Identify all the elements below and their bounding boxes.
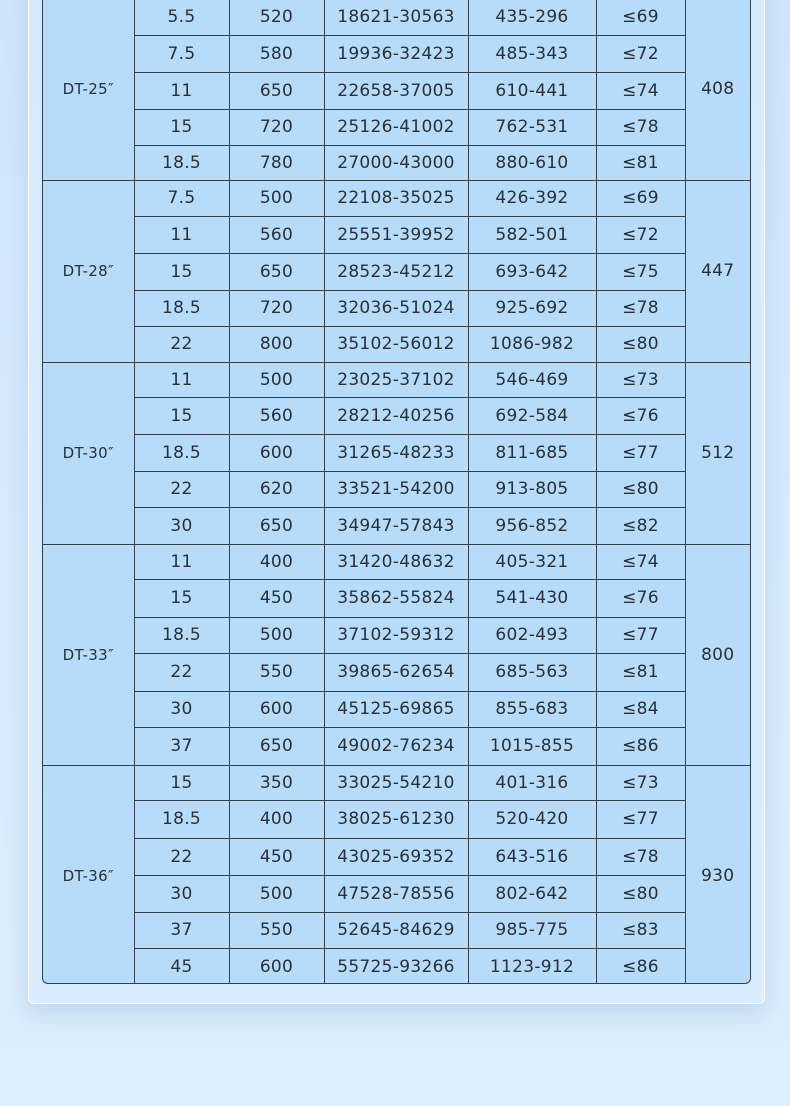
table-row (43, 617, 750, 653)
airflow-cell: 34947-57843 (324, 507, 468, 544)
speed-cell: 650 (229, 507, 324, 544)
speed-cell: 520 (229, 0, 324, 35)
airflow-cell: 25551-39952 (324, 216, 468, 253)
speed-cell: 650 (229, 253, 324, 290)
speed-cell: 600 (229, 434, 324, 471)
pressure-cell: 692-584 (468, 397, 596, 434)
power-cell: 22 (134, 653, 229, 691)
airflow-cell: 35862-55824 (324, 579, 468, 617)
pressure-cell: 541-430 (468, 579, 596, 617)
pressure-cell: 685-563 (468, 653, 596, 691)
pressure-cell: 610-441 (468, 72, 596, 109)
model-cell: DT-30″ (43, 362, 134, 544)
table-row (43, 471, 750, 507)
speed-cell: 550 (229, 912, 324, 948)
pressure-cell: 546-469 (468, 362, 596, 397)
table-row (43, 72, 750, 109)
pressure-cell: 693-642 (468, 253, 596, 290)
power-cell: 7.5 (134, 180, 229, 216)
spec-table-container (42, 0, 751, 984)
table-row (43, 216, 750, 253)
airflow-cell: 39865-62654 (324, 653, 468, 691)
power-cell: 22 (134, 326, 229, 362)
speed-cell: 550 (229, 653, 324, 691)
noise-cell: ≤86 (596, 727, 685, 765)
speed-cell: 560 (229, 216, 324, 253)
weight-cell: 447 (685, 180, 750, 362)
power-cell: 30 (134, 875, 229, 912)
noise-cell: ≤74 (596, 544, 685, 579)
table-row (43, 838, 750, 875)
model-cell: DT-25″ (43, 0, 134, 180)
speed-cell: 720 (229, 290, 324, 326)
table-row (43, 691, 750, 727)
table-row (43, 727, 750, 765)
pressure-cell: 802-642 (468, 875, 596, 912)
noise-cell: ≤78 (596, 109, 685, 145)
table-row (43, 507, 750, 544)
pressure-cell: 602-493 (468, 617, 596, 653)
speed-cell: 560 (229, 397, 324, 434)
airflow-cell: 27000-43000 (324, 145, 468, 180)
power-cell: 15 (134, 765, 229, 800)
speed-cell: 500 (229, 875, 324, 912)
noise-cell: ≤82 (596, 507, 685, 544)
pressure-cell: 1086-982 (468, 326, 596, 362)
pressure-cell: 925-692 (468, 290, 596, 326)
table-row (43, 145, 750, 180)
speed-cell: 650 (229, 72, 324, 109)
pressure-cell: 485-343 (468, 35, 596, 72)
speed-cell: 650 (229, 727, 324, 765)
speed-cell: 400 (229, 800, 324, 838)
speed-cell: 780 (229, 145, 324, 180)
pressure-cell: 435-296 (468, 0, 596, 35)
noise-cell: ≤81 (596, 653, 685, 691)
power-cell: 11 (134, 72, 229, 109)
speed-cell: 500 (229, 180, 324, 216)
airflow-cell: 47528-78556 (324, 875, 468, 912)
airflow-cell: 31265-48233 (324, 434, 468, 471)
pressure-cell: 643-516 (468, 838, 596, 875)
power-cell: 18.5 (134, 145, 229, 180)
power-cell: 18.5 (134, 800, 229, 838)
airflow-cell: 52645-84629 (324, 912, 468, 948)
airflow-cell: 45125-69865 (324, 691, 468, 727)
speed-cell: 620 (229, 471, 324, 507)
pressure-cell: 426-392 (468, 180, 596, 216)
airflow-cell: 19936-32423 (324, 35, 468, 72)
noise-cell: ≤77 (596, 800, 685, 838)
noise-cell: ≤81 (596, 145, 685, 180)
table-row (43, 362, 750, 397)
airflow-cell: 38025-61230 (324, 800, 468, 838)
power-cell: 15 (134, 253, 229, 290)
table-row (43, 948, 750, 984)
pressure-cell: 762-531 (468, 109, 596, 145)
noise-cell: ≤69 (596, 0, 685, 35)
fan-spec-table (43, 0, 750, 984)
noise-cell: ≤76 (596, 397, 685, 434)
speed-cell: 720 (229, 109, 324, 145)
noise-cell: ≤80 (596, 471, 685, 507)
model-cell: DT-36″ (43, 765, 134, 984)
airflow-cell: 22658-37005 (324, 72, 468, 109)
pressure-cell: 913-805 (468, 471, 596, 507)
power-cell: 30 (134, 691, 229, 727)
speed-cell: 400 (229, 544, 324, 579)
airflow-cell: 33521-54200 (324, 471, 468, 507)
airflow-cell: 35102-56012 (324, 326, 468, 362)
airflow-cell: 31420-48632 (324, 544, 468, 579)
pressure-cell: 1123-912 (468, 948, 596, 984)
airflow-cell: 32036-51024 (324, 290, 468, 326)
speed-cell: 600 (229, 691, 324, 727)
speed-cell: 350 (229, 765, 324, 800)
power-cell: 37 (134, 727, 229, 765)
speed-cell: 500 (229, 362, 324, 397)
table-row (43, 290, 750, 326)
noise-cell: ≤80 (596, 875, 685, 912)
noise-cell: ≤80 (596, 326, 685, 362)
weight-cell: 408 (685, 0, 750, 180)
power-cell: 18.5 (134, 617, 229, 653)
airflow-cell: 23025-37102 (324, 362, 468, 397)
table-row (43, 800, 750, 838)
pressure-cell: 405-321 (468, 544, 596, 579)
power-cell: 11 (134, 544, 229, 579)
power-cell: 15 (134, 397, 229, 434)
table-row (43, 35, 750, 72)
power-cell: 22 (134, 838, 229, 875)
airflow-cell: 33025-54210 (324, 765, 468, 800)
table-row (43, 653, 750, 691)
power-cell: 11 (134, 362, 229, 397)
speed-cell: 600 (229, 948, 324, 984)
power-cell: 18.5 (134, 290, 229, 326)
power-cell: 18.5 (134, 434, 229, 471)
pressure-cell: 811-685 (468, 434, 596, 471)
noise-cell: ≤78 (596, 290, 685, 326)
table-row (43, 912, 750, 948)
airflow-cell: 22108-35025 (324, 180, 468, 216)
table-row (43, 579, 750, 617)
table-row (43, 0, 750, 35)
noise-cell: ≤77 (596, 434, 685, 471)
speed-cell: 450 (229, 579, 324, 617)
power-cell: 30 (134, 507, 229, 544)
model-cell: DT-33″ (43, 544, 134, 765)
airflow-cell: 49002-76234 (324, 727, 468, 765)
noise-cell: ≤73 (596, 362, 685, 397)
pressure-cell: 1015-855 (468, 727, 596, 765)
power-cell: 15 (134, 579, 229, 617)
noise-cell: ≤69 (596, 180, 685, 216)
power-cell: 22 (134, 471, 229, 507)
noise-cell: ≤86 (596, 948, 685, 984)
weight-cell: 930 (685, 765, 750, 984)
noise-cell: ≤78 (596, 838, 685, 875)
table-row (43, 434, 750, 471)
table-row (43, 765, 750, 800)
noise-cell: ≤84 (596, 691, 685, 727)
speed-cell: 800 (229, 326, 324, 362)
table-row (43, 180, 750, 216)
pressure-cell: 880-610 (468, 145, 596, 180)
airflow-cell: 43025-69352 (324, 838, 468, 875)
weight-cell: 512 (685, 362, 750, 544)
weight-cell: 800 (685, 544, 750, 765)
table-row (43, 397, 750, 434)
model-cell: DT-28″ (43, 180, 134, 362)
pressure-cell: 520-420 (468, 800, 596, 838)
speed-cell: 580 (229, 35, 324, 72)
table-row (43, 544, 750, 579)
power-cell: 7.5 (134, 35, 229, 72)
airflow-cell: 18621-30563 (324, 0, 468, 35)
power-cell: 37 (134, 912, 229, 948)
table-row (43, 326, 750, 362)
airflow-cell: 25126-41002 (324, 109, 468, 145)
pressure-cell: 401-316 (468, 765, 596, 800)
table-row (43, 109, 750, 145)
airflow-cell: 55725-93266 (324, 948, 468, 984)
power-cell: 5.5 (134, 0, 229, 35)
noise-cell: ≤72 (596, 35, 685, 72)
pressure-cell: 956-852 (468, 507, 596, 544)
table-row (43, 875, 750, 912)
noise-cell: ≤76 (596, 579, 685, 617)
airflow-cell: 37102-59312 (324, 617, 468, 653)
pressure-cell: 985-775 (468, 912, 596, 948)
power-cell: 15 (134, 109, 229, 145)
power-cell: 45 (134, 948, 229, 984)
noise-cell: ≤74 (596, 72, 685, 109)
noise-cell: ≤72 (596, 216, 685, 253)
airflow-cell: 28523-45212 (324, 253, 468, 290)
power-cell: 11 (134, 216, 229, 253)
pressure-cell: 855-683 (468, 691, 596, 727)
noise-cell: ≤75 (596, 253, 685, 290)
pressure-cell: 582-501 (468, 216, 596, 253)
noise-cell: ≤77 (596, 617, 685, 653)
table-row (43, 253, 750, 290)
speed-cell: 450 (229, 838, 324, 875)
noise-cell: ≤73 (596, 765, 685, 800)
speed-cell: 500 (229, 617, 324, 653)
noise-cell: ≤83 (596, 912, 685, 948)
airflow-cell: 28212-40256 (324, 397, 468, 434)
